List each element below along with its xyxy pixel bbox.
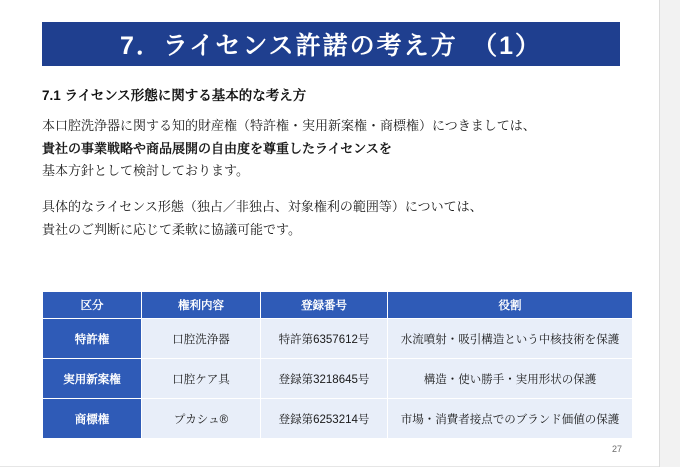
body-text-block xyxy=(42,86,622,241)
paragraph-spacer xyxy=(42,182,622,196)
body-line-2: 貴社の事業戦略や商品展開の自由度を尊重したライセンスを xyxy=(42,140,392,156)
table-cell-content: 口腔ケア具 xyxy=(142,359,261,399)
table-header-cell-role: 役割 xyxy=(388,292,633,319)
slide-title-band xyxy=(42,22,620,66)
table-row xyxy=(43,319,633,359)
table-cell-category: 商標権 xyxy=(43,399,142,439)
table-cell-role: 市場・消費者接点でのブランド価値の保護 xyxy=(388,399,633,439)
body-line-5: 貴社のご判断に応じて柔軟に協議可能です。 xyxy=(42,221,301,237)
table-cell-role: 水流噴射・吸引構造という中核技術を保護 xyxy=(388,319,633,359)
table-header-cell-category: 区分 xyxy=(43,292,142,319)
body-line-3: 基本方針として検討しております。 xyxy=(42,162,249,178)
table-header-row xyxy=(43,292,633,319)
table-cell-number: 登録第6253214号 xyxy=(261,399,388,439)
body-line-4: 具体的なライセンス形態（独占／非独占、対象権利の範囲等）については、 xyxy=(42,199,483,215)
body-line-1: 本口腔洗浄器に関する知的財産権（特許権・実用新案権・商標権）につきましては、 xyxy=(42,118,536,134)
table-cell-content: プカシュ® xyxy=(142,399,261,439)
table-cell-category: 特許権 xyxy=(43,319,142,359)
table-cell-number: 登録第3218645号 xyxy=(261,359,388,399)
table-cell-role: 構造・使い勝手・実用形状の保護 xyxy=(388,359,633,399)
rights-table xyxy=(42,291,633,439)
right-margin-rail xyxy=(659,0,680,467)
page-number: 27 xyxy=(611,444,622,454)
table-row xyxy=(43,399,633,439)
table-cell-content: 口腔洗浄器 xyxy=(142,319,261,359)
table-cell-category: 実用新案権 xyxy=(43,359,142,399)
section-subheading: 7.1 ライセンス形態に関する基本的な考え方 xyxy=(42,88,307,103)
table-row xyxy=(43,359,633,399)
page-title: 7．ライセンス許諾の考え方 （1） xyxy=(119,32,543,60)
table-cell-number: 特許第6357612号 xyxy=(261,319,388,359)
table-header-cell-content: 権利内容 xyxy=(142,292,261,319)
table-header-cell-number: 登録番号 xyxy=(261,292,388,319)
